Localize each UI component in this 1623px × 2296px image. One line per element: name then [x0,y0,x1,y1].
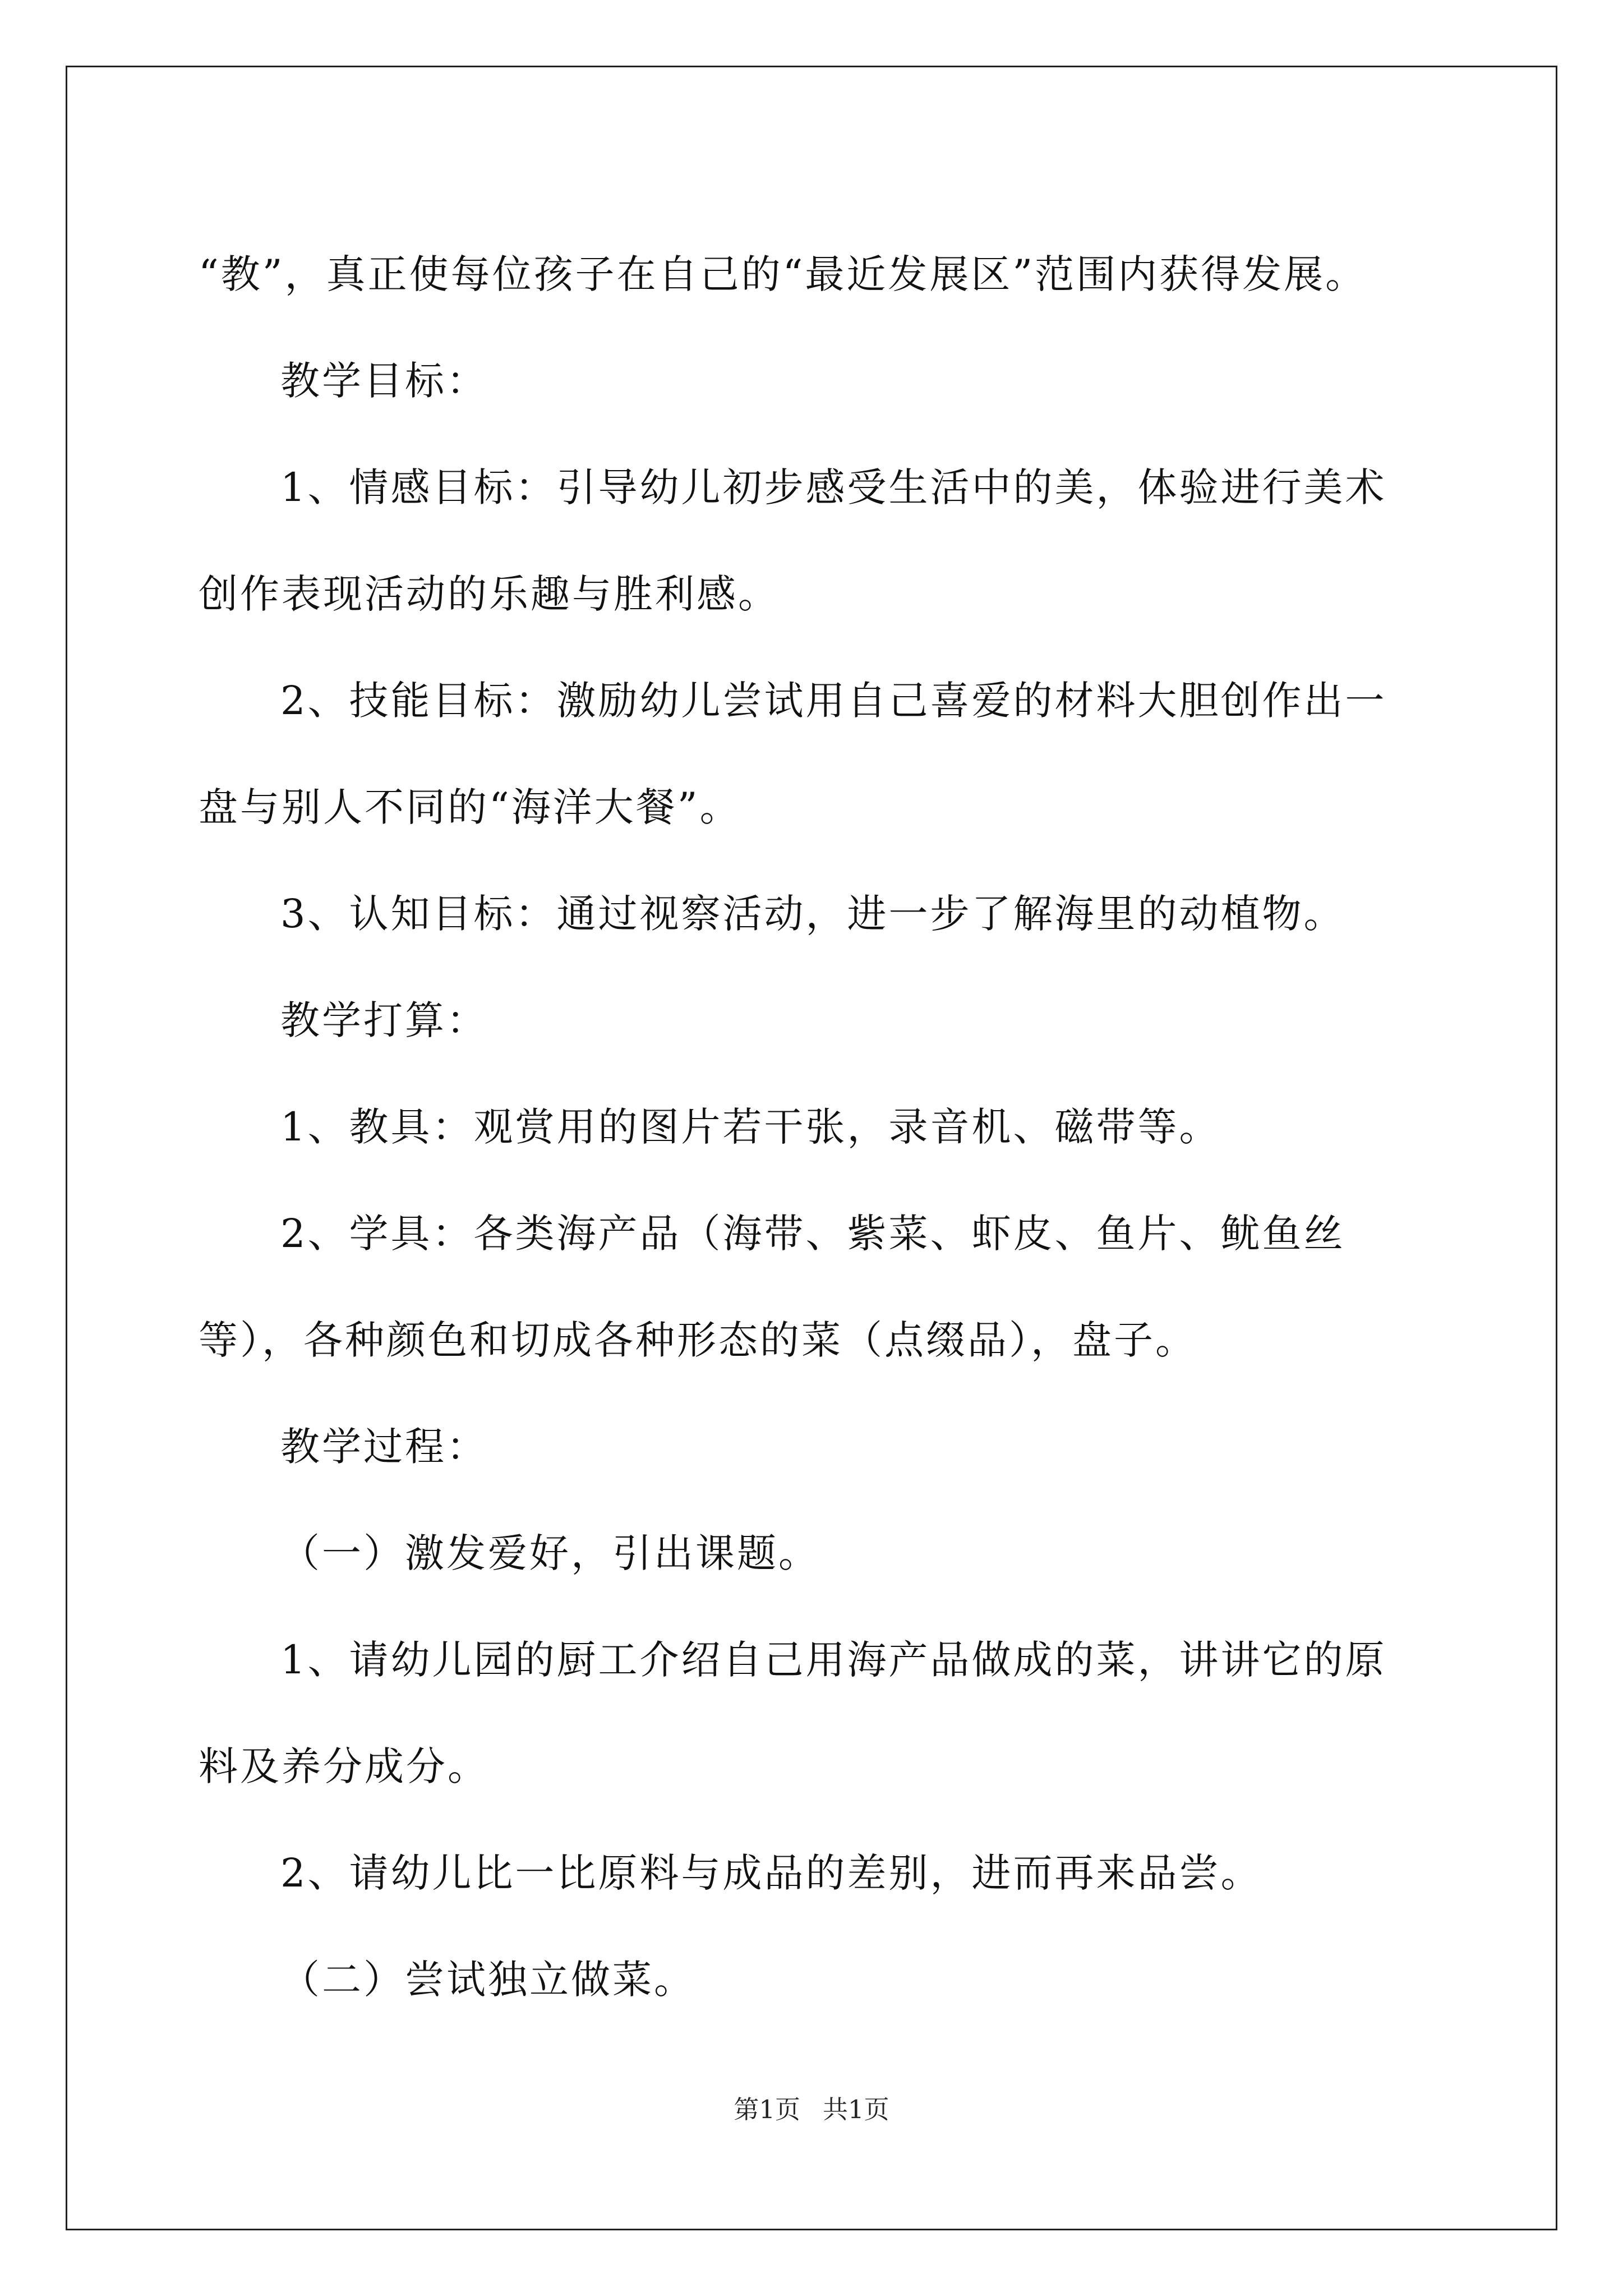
document-body [199,221,1424,2033]
total-pages: 共1页 [823,2095,889,2124]
process-step-1: （一）激发爱好，引出课题。 [280,1530,820,1576]
process-item-1: 1、请幼儿园的厨工介绍自己用海产品做成的菜，讲讲它的原料及养分成分。 [199,1637,1387,1789]
heading-teaching-preparation: 教学打算： [280,997,488,1043]
goal-emotion: 1、情感目标：引导幼儿初步感受生活中的美，体验进行美术创作表现活动的乐趣与胜利感。 [199,464,1387,617]
heading-teaching-goals: 教学目标： [280,358,488,404]
heading-teaching-process: 教学过程： [280,1424,488,1470]
goal-cognition: 3、认知目标：通过视察活动，进一步了解海里的动植物。 [280,891,1345,937]
page-footer [0,2089,1623,2125]
process-item-2: 2、请幼儿比一比原料与成品的差别，进而再来品尝。 [280,1850,1262,1896]
prep-learning-aids: 2、学具：各类海产品（海带、紫菜、虾皮、鱼片、鱿鱼丝等），各种颜色和切成各种形态的菜（点缀品），盘子。 [199,1211,1345,1363]
page-number: 第1页 [734,2095,800,2124]
prep-teaching-aids: 1、教具：观赏用的图片若干张，录音机、磁带等。 [280,1104,1221,1150]
process-step-2: （二）尝试独立做菜。 [280,1957,695,2003]
goal-skill: 2、技能目标：激励幼儿尝试用自己喜爱的材料大胆创作出一盘与别人不同的“海洋大餐”。 [199,678,1387,830]
paragraph-1: “教”，真正使每位孩子在自己的“最近发展区”范围内获得发展。 [199,251,1367,297]
